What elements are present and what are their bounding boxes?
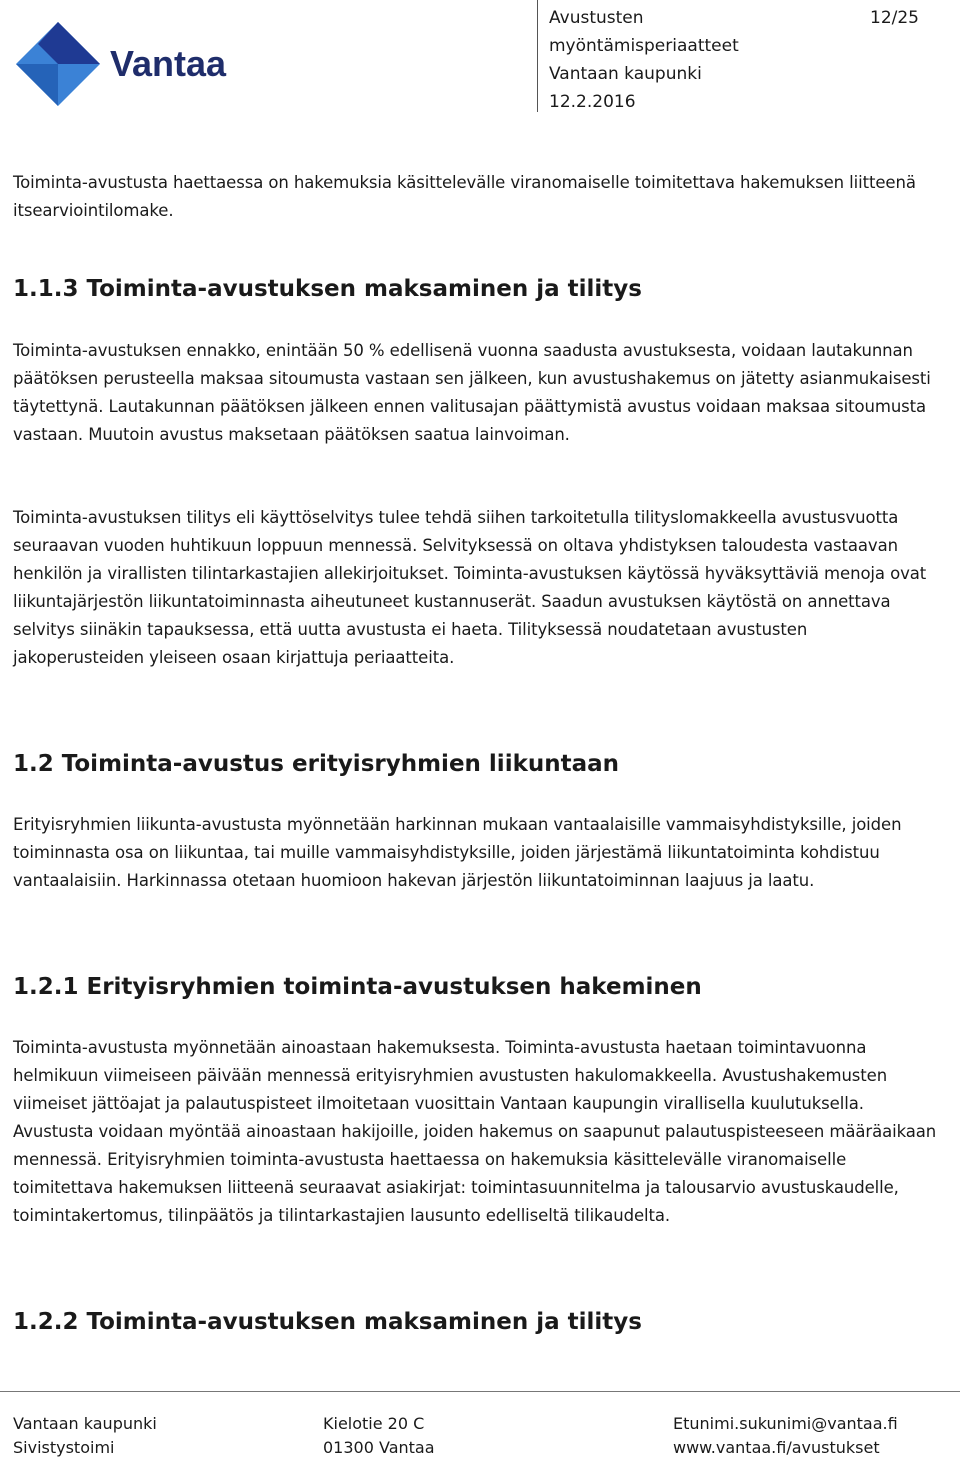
footer-email-link[interactable]: Etunimi.sukunimi@vantaa.fi [673,1414,898,1433]
paragraph-intro: Toiminta-avustusta haettaessa on hakemuksia käsittelevälle viranomaiselle toimitettava hakemuksen liitteenä itsearviointilomake. [13,173,916,220]
document-date: 12.2.2016 [549,92,636,112]
footer-divider [0,1391,960,1392]
header-divider [537,0,538,112]
paragraph-application: Toiminta-avustusta myönnetään ainoastaan hakemuksesta. Toiminta-avustusta haetaan toimintavuonna helmikuun viimeiseen päivään mennessä erityisryhmien avustusten hakulomakkeella. Avustushakemusten viimeiset jättöajat ja palautuspisteet ilmoitetaan vuosittain Vantaan kaupungin virallisella kuulutuksella. Avustusta voidaan myöntää ainoastaan hakijoille, joiden hakemus on saapunut palautuspisteeseen määräaikaan mennessä. Erityisryhmien toiminta-avustusta haettaessa on hakemuksia käsittelevälle viranomaiselle toimitettava hakemuksen liitteenä seuraavat asiakirjat: toimintasuunnitelma ja talousarvio avustuskaudelle, toimintakertomus, tilinpäätös ja tilintarkastajien lausunto edelliseltä tilikaudelta. [13,1038,937,1225]
organization-name: Vantaan kaupunki [549,64,702,84]
heading-1-2-1: 1.2.1 Erityisryhmien toiminta-avustuksen hakeminen [13,974,702,1000]
footer-organization [13,1412,157,1460]
footer-street: Kielotie 20 C [323,1414,425,1433]
paragraph-reporting: Toiminta-avustuksen tilitys eli käyttöselvitys tulee tehdä siihen tarkoitetulla tilityslomakkeella avustusvuotta seuraavan vuoden huhtikuun loppuun mennessä. Selvityksessä on oltava yhdistyksen taloudesta vastaavan henkilön ja virallisten tilintarkastajien allekirjoitukset. Toiminta-avustuksen käytössä hyväksyttäviä menoja ovat liikuntajärjestön liikuntatoiminnasta aiheutuneet kustannuserät. Saadun avustuksen käytöstä on annettava selvitys siinäkin tapauksessa, että uutta avustusta ei haeta. Tilityksessä noudatetaan avustusten jakoperusteiden yleiseen osaan kirjattuja periaatteita. [13,508,927,667]
document-meta [549,4,739,116]
heading-1-2-2: 1.2.2 Toiminta-avustuksen maksaminen ja tilitys [13,1309,642,1335]
heading-1-1-3: 1.1.3 Toiminta-avustuksen maksaminen ja tilitys [13,276,642,302]
footer-website-link[interactable]: www.vantaa.fi/avustukset [673,1438,880,1457]
vantaa-logo [10,18,250,110]
footer-postal: 01300 Vantaa [323,1438,435,1457]
footer-contact [673,1412,898,1460]
document-title-line1: Avustusten [549,8,644,28]
logo-text: Vantaa [110,43,227,84]
document-title-line2: myöntämisperiaatteet [549,36,739,56]
footer-address [323,1412,435,1460]
heading-1-2: 1.2 Toiminta-avustus erityisryhmien liikuntaan [13,751,620,777]
paragraph-advance-payment: Toiminta-avustuksen ennakko, enintään 50 % edellisenä vuonna saadusta avustuksesta, voidaan lautakunnan päätöksen perusteella maksaa sitoumusta vastaan sen jälkeen, kun avustushakemus on jätetty asianmukaisesti täytettynä. Lautakunnan päätöksen jälkeen ennen valitusajan päättymistä avustus voidaan maksaa sitoumusta vastaan. Muutoin avustus maksetaan päätöksen saatua lainvoiman. [13,341,931,444]
paragraph-special-groups: Erityisryhmien liikunta-avustusta myönnetään harkinnan mukaan vantaalaisille vammaisyhdistyksille, joiden toiminnasta osa on liikuntaa, tai muille vammaisyhdistyksille, joiden järjestämä liikuntatoiminta kohdistuu vantaalaisiin. Harkinnassa otetaan huomioon hakevan järjestön liikuntatoiminnan laajuus ja laatu. [13,815,902,890]
footer-city: Vantaan kaupunki [13,1414,157,1433]
page-number: 12/25 [870,8,919,28]
footer-department: Sivistystoimi [13,1438,115,1457]
